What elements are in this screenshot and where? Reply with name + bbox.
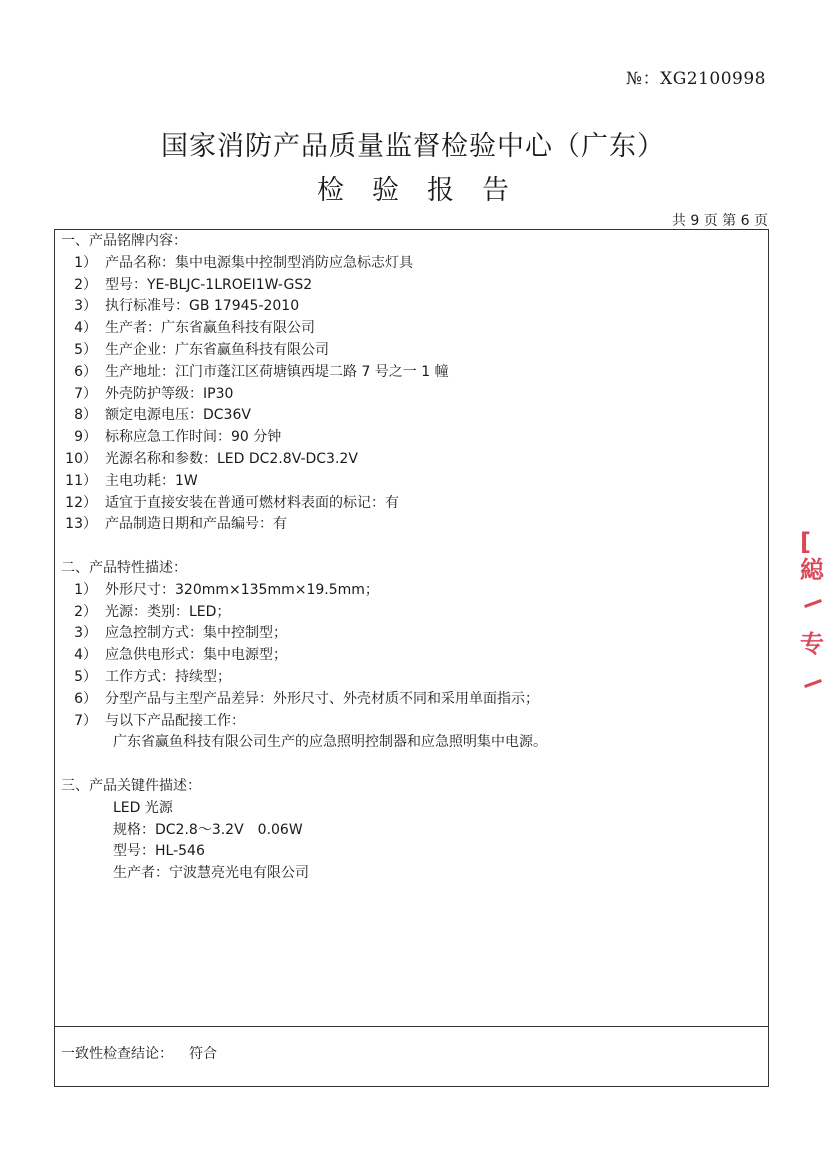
list-item: 2） 型号：YE-BLJC-1LROEⅠ1W-GS2 — [74, 276, 313, 293]
document-number: №：XG2100998 — [626, 69, 766, 89]
list-item: 12） 适宜于直接安装在普通可燃材料表面的标记：有 — [65, 494, 399, 511]
page-indicator: 共 9 页 第 6 页 — [671, 213, 768, 229]
list-item: 6） 生产地址：江门市蓬江区荷塘镇西堤二路 7 号之一 1 幢 — [74, 363, 449, 380]
report-frame — [54, 229, 769, 1087]
component-line: LED 光源 — [113, 799, 173, 816]
list-item: 8） 额定电源电压：DC36V — [74, 407, 251, 424]
list-item: 2） 光源：类别：LED； — [74, 603, 231, 620]
list-item: 3） 执行标准号：GB 17945-2010 — [74, 298, 300, 315]
conclusion-label: 一致性检查结论： — [61, 1046, 173, 1062]
component-line: 型号：HL-546 — [113, 843, 205, 860]
list-item: 7） 与以下产品配接工作： — [74, 712, 245, 729]
list-item-continuation: 广东省赢鱼科技有限公司生产的应急照明控制器和应急照明集中电源。 — [113, 734, 547, 751]
conclusion-row — [55, 1026, 768, 1088]
list-item: 9） 标称应急工作时间：90 分钟 — [74, 429, 282, 446]
list-item: 11） 主电功耗：1W — [65, 472, 198, 489]
list-item: 6） 分型产品与主型产品差异：外形尺寸、外壳材质不同和采用单面指示； — [74, 690, 539, 707]
section-key-components-heading: 三、产品关键件描述： — [61, 777, 201, 794]
list-item: 13） 产品制造日期和产品编号：有 — [65, 516, 287, 533]
organization-title: 国家消防产品质量监督检验中心（广东） — [161, 131, 665, 162]
section-nameplate-heading: 一、产品铭牌内容： — [61, 233, 187, 249]
list-item: 3） 应急控制方式：集中控制型； — [74, 625, 287, 642]
list-item: 7） 外壳防护等级：IP30 — [74, 385, 234, 402]
component-line: 生产者：宁波慧亮光电有限公司 — [113, 865, 309, 882]
report-content — [61, 231, 762, 885]
list-item: 5） 工作方式：持续型； — [74, 668, 231, 685]
key-components-list — [61, 798, 762, 885]
list-item: 10） 光源名称和参数：LED DC2.8V-DC3.2V — [65, 450, 358, 467]
seal-stamp-fragment: [ 縂 专 — [794, 520, 826, 740]
list-item: 1） 产品名称：集中电源集中控制型消防应急标志灯具 — [74, 254, 413, 271]
section-characteristics-heading: 二、产品特性描述： — [61, 559, 187, 576]
conclusion-value: 符合 — [189, 1046, 217, 1062]
report-title: 检验报告 — [317, 175, 537, 206]
list-item: 5） 生产企业：广东省赢鱼科技有限公司 — [74, 341, 329, 358]
list-item: 4） 生产者：广东省赢鱼科技有限公司 — [74, 320, 315, 337]
nameplate-list — [61, 253, 762, 536]
component-line: 规格：DC2.8～3.2V 0.06W — [113, 821, 303, 838]
characteristics-list — [61, 580, 762, 754]
list-item: 1） 外形尺寸：320mm×135mm×19.5mm； — [74, 581, 379, 598]
list-item: 4） 应急供电形式：集中电源型； — [74, 647, 287, 664]
